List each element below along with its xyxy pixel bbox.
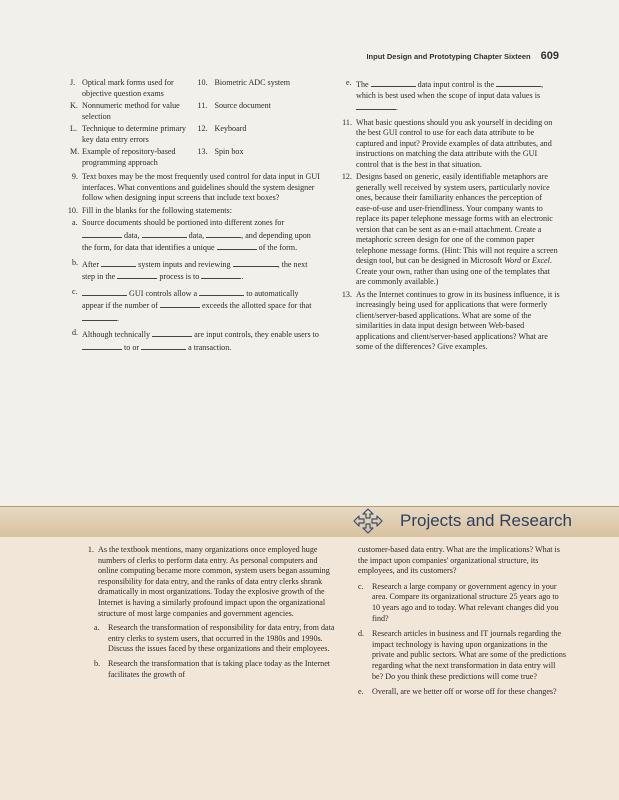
match-left-text: Nonnumeric method for value selection [82, 101, 180, 121]
answer-blank[interactable] [233, 258, 278, 267]
matching-row: M. Example of repository-based programming approach 13. Spin box [70, 147, 244, 167]
match-right-text: Spin box [214, 147, 244, 156]
question-13: 13. As the Internet continues to grow in its business influence, it is increasingly being used for applications that were formerly client/server-based applications. What are some of the similarities in data input design between Web-based applications and client/server-based applications? What are some of the differences? Give examples. [341, 289, 560, 351]
match-right-text: Keyboard [214, 124, 247, 133]
question-12: 12. Designs based on generic, easily identifiable metaphors are generally well received by system users, particularly novice ones, because their familiarity enhances the perception of ease-of-use and user-friendliness. Your company wants to replace its paper telephone message forms with an electronic version that can be sent as an e-mail attachment. Create a metaphoric screen design for one of the common paper telephone message forms. (Hint: This will not require a screen design tool, but can be designed in Microsoft Word or Excel. Create your own, rather than using one of the templates that are commonly available.) [341, 172, 558, 286]
answer-blank[interactable] [496, 78, 541, 87]
answer-blank[interactable] [152, 328, 192, 337]
question-11: 11. What basic questions should you ask yourself in deciding on the best GUI control to use for each data attribute to be captured and input? Provide examples of data attributes, and instructions on matching the data attribute with the GUI control that is the best in that situation. [342, 117, 553, 169]
answer-blank[interactable] [217, 241, 257, 250]
header-title: Input Design and Prototyping Chapter Sixteen [366, 52, 531, 61]
answer-blank[interactable] [201, 270, 241, 279]
page-number: 609 [540, 50, 559, 62]
matching-row: L. Technique to determine primary key data entry errors 12. Keyboard [70, 124, 247, 144]
project-1d: d. Research articles in business and IT journals regarding the impact technology is having upon organizations in the private and public sectors. What are some of the predictions regarding what the next transformation in data entry will be? Do you think these predictions will come true? [358, 629, 567, 681]
match-left-text: Technique to determine primary key data entry errors [82, 124, 186, 144]
left-column [60, 78, 320, 357]
answer-blank[interactable] [82, 229, 122, 238]
project-1b: b. Research the transformation that is taking place today as the Internet facilitates the growth of [94, 658, 331, 679]
match-right-text: Source document [214, 101, 271, 110]
four-arrows-icon [350, 506, 386, 536]
answer-blank[interactable] [82, 312, 117, 321]
running-header [366, 50, 559, 62]
question-10: 10. Fill in the blanks for the following statements: [67, 205, 232, 215]
project-1c: c. Research a large company or government agency in your area. Compare its organizational structure 25 years ago to 10 years ago and to today. What relevant changes did you find? [358, 581, 559, 623]
answer-blank[interactable] [117, 270, 157, 279]
projects-left-column [84, 545, 339, 684]
match-right-text: Biometric ADC system [214, 78, 291, 87]
question-9: 9. Text boxes may be the most frequently used control for data input in GUI interfaces. What conventions and guidelines should the system designer follow when designing input screens that include text boxes? [71, 172, 320, 202]
question-10e: e. The data input control is the , which is best used when the scope of input data values is . [346, 78, 544, 112]
section-title: Projects and Research [400, 511, 572, 530]
answer-blank[interactable] [371, 78, 416, 87]
match-left-text: Optical mark forms used for objective question exams [82, 78, 174, 98]
answer-blank[interactable] [101, 258, 136, 267]
answer-blank[interactable] [206, 229, 241, 238]
project-1b-continued: customer-based data entry. What are the implications? What is the impact upon companies' organizational structure, its employees, and its customers? [358, 545, 560, 576]
matching-row: J. Optical mark forms used for objective question exams 10. Biometric ADC system [70, 78, 291, 98]
question-10c: c. GUI controls allow a to automatically appear if the number of exceeds the allotted space for that . [72, 286, 312, 323]
question-10a: a. Source documents should be portioned into different zones for data, data, , and depending upon the form, for data that identifies a unique of the form. [72, 218, 311, 252]
right-column [334, 78, 560, 355]
answer-blank[interactable] [356, 101, 396, 110]
answer-blank[interactable] [160, 299, 200, 308]
answer-blank[interactable] [142, 229, 187, 238]
question-10d: d. Although technically are input controls, they enable users to to or a transaction. [72, 328, 319, 352]
project-1a: a. Research the transformation of responsibility for data entry, from data entry clerks to system users, that occurred in the 1980s and 1990s. Discuss the issues faced by these organizations and their employees. [94, 623, 335, 654]
answer-blank[interactable] [82, 341, 122, 350]
projects-right-column [358, 545, 568, 703]
answer-blank[interactable] [141, 341, 186, 350]
match-left-text: Example of repository-based programming approach [82, 147, 176, 167]
question-10b: b. After system inputs and reviewing , the next step in the process is to . [72, 257, 308, 281]
matching-row: K. Nonnumeric method for value selection 11. Source document [70, 101, 271, 121]
matching-pairs [60, 78, 320, 168]
project-1: 1. As the textbook mentions, many organizations once employed huge numbers of clerks to perform data entry. As personal computers and online computing became more common, system users began assuming responsibility for data entry, and the ranks of data entry clerks shrank dramatically in most organizations. Today the explosive growth of the Internet is having a similarly profound impact upon the organizational structure of most large companies and government agencies. [87, 545, 330, 618]
project-1e: e. Overall, are we better off or worse off for these changes? [358, 687, 557, 697]
answer-blank[interactable] [199, 287, 244, 296]
answer-blank[interactable] [82, 287, 127, 296]
